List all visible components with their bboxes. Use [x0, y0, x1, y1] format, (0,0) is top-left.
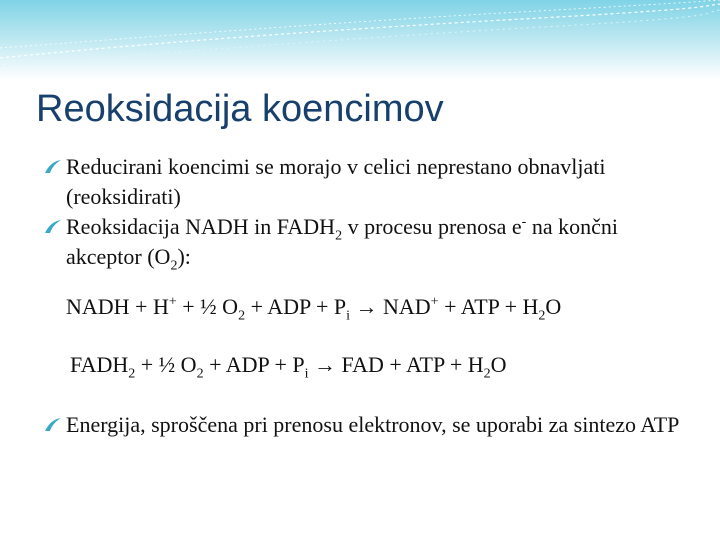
bullet-item-energija	[42, 410, 692, 440]
subscript: 2	[170, 258, 178, 274]
equation-nadh	[42, 292, 692, 322]
subscript: 2	[196, 366, 204, 382]
bullet-text: Reducirani koencimi se morajo v celici neprestano obnavljati (reoksidirati)	[66, 154, 606, 209]
superscript: +	[168, 294, 177, 310]
equation-term: FAD + ATP + H	[341, 352, 484, 377]
slide-content	[42, 152, 692, 440]
bullet-text-part: na končni akceptor (O	[66, 214, 618, 269]
bullet-item-reoksidacija	[42, 212, 692, 272]
equation-term: + ½ O	[135, 352, 197, 377]
equation-fadh2	[42, 350, 692, 380]
superscript: +	[430, 294, 439, 310]
subscript: 2	[335, 228, 343, 244]
bullet-item-reducirani	[42, 152, 692, 212]
subscript: 2	[483, 366, 491, 382]
subscript: i	[304, 366, 309, 382]
arrow-icon: →	[308, 352, 342, 377]
subscript: 2	[128, 366, 136, 382]
bullet-text-part: ):	[177, 244, 191, 269]
equation-term: + ½ O	[176, 294, 239, 319]
superscript: -	[521, 214, 527, 230]
swoosh-bullet-icon	[44, 159, 62, 175]
equation-term: O	[545, 294, 562, 319]
subscript: i	[346, 308, 350, 324]
equation-term: FADH	[70, 352, 129, 377]
equation-term: NADH + H	[66, 294, 169, 319]
equation-term: + ADP + P	[203, 352, 305, 377]
equation-term: O	[490, 352, 507, 377]
equation-term: NAD	[382, 294, 431, 319]
equation-term: + ADP + P	[245, 294, 347, 319]
bullet-text-part: Reoksidacija NADH in FADH	[66, 214, 336, 239]
header-decoration	[0, 0, 720, 80]
wave-lines-decoration	[0, 0, 720, 80]
bullet-text-part: v procesu prenosa e	[342, 214, 522, 239]
subscript: 2	[238, 308, 246, 324]
arrow-icon: →	[349, 294, 383, 319]
swoosh-bullet-icon	[44, 417, 62, 433]
subscript: 2	[538, 308, 546, 324]
swoosh-bullet-icon	[44, 219, 62, 235]
page-title: Reoksidacija koencimov	[36, 88, 444, 130]
bullet-text: Energija, sproščena pri prenosu elektronov, se uporabi za sintezo ATP	[66, 412, 680, 437]
equation-term: + ATP + H	[438, 294, 539, 319]
